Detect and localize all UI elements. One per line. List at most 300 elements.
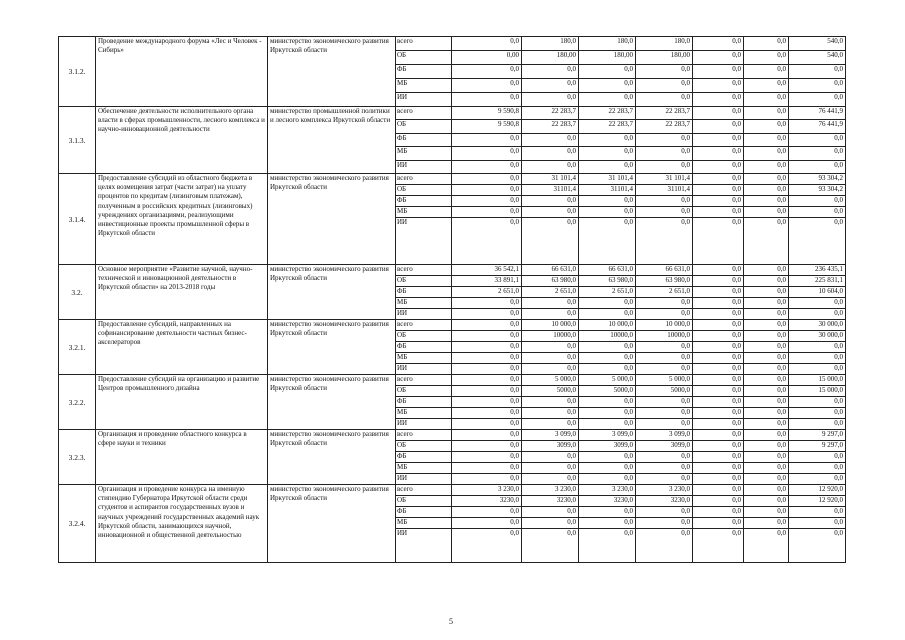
- amount-cell: 0,0: [744, 185, 789, 196]
- funding-source: ОБ: [396, 331, 452, 342]
- amount-cell: 0,0: [693, 107, 744, 120]
- amount-cell: 0,0: [744, 218, 789, 265]
- amount-cell: 0,0: [579, 419, 636, 430]
- amount-cell: 0,0: [744, 196, 789, 207]
- amount-cell: 63 980,0: [522, 276, 579, 287]
- amount-cell: 22 283,7: [636, 107, 693, 120]
- amount-cell: 0,0: [522, 134, 579, 147]
- table-body: [59, 37, 846, 563]
- amount-cell: 2 651,0: [452, 287, 522, 298]
- amount-cell: 0,0: [744, 161, 789, 174]
- funding-source: всего: [396, 375, 452, 386]
- amount-cell: 66 631,0: [636, 265, 693, 276]
- amount-cell: 0,0: [522, 147, 579, 161]
- funding-source: ОБ: [396, 386, 452, 397]
- amount-cell: 0,0: [693, 147, 744, 161]
- amount-cell: 0,0: [693, 37, 744, 51]
- amount-cell: 3 099,0: [579, 430, 636, 441]
- amount-cell: 0,0: [636, 529, 693, 563]
- amount-cell: 0,0: [636, 463, 693, 474]
- funding-source: ИИ: [396, 161, 452, 174]
- responsible-executor: министерство экономического развития Иркутской области: [268, 485, 396, 563]
- amount-cell: 0,0: [693, 375, 744, 386]
- activity-name: Организация и проведение областного конкурса в сфере науки и техники: [96, 430, 268, 485]
- item-number: 3.1.4.: [59, 174, 96, 265]
- amount-cell: 10 000,0: [522, 320, 579, 331]
- amount-cell: 0,0: [744, 474, 789, 485]
- amount-cell: 0,0: [744, 174, 789, 185]
- amount-cell: 0,0: [579, 298, 636, 309]
- amount-cell: 236 435,1: [789, 265, 846, 276]
- amount-cell: 0,0: [452, 218, 522, 265]
- amount-cell: 5000,0: [636, 386, 693, 397]
- amount-cell: 0,0: [579, 474, 636, 485]
- amount-cell: 10000,0: [579, 331, 636, 342]
- amount-cell: 0,0: [744, 107, 789, 120]
- amount-cell: 0,0: [452, 93, 522, 107]
- amount-cell: 180,0: [579, 37, 636, 51]
- amount-cell: 0,0: [636, 353, 693, 364]
- amount-cell: 9 590,8: [452, 107, 522, 120]
- amount-cell: 0,0: [452, 452, 522, 463]
- amount-cell: 0,0: [744, 364, 789, 375]
- amount-cell: 0,0: [522, 397, 579, 408]
- amount-cell: 0,0: [452, 207, 522, 218]
- amount-cell: 0,0: [693, 196, 744, 207]
- funding-source: всего: [396, 37, 452, 51]
- funding-source: ОБ: [396, 51, 452, 65]
- amount-cell: 63 980,0: [636, 276, 693, 287]
- amount-cell: 2 651,0: [522, 287, 579, 298]
- amount-cell: 0,0: [452, 430, 522, 441]
- amount-cell: 3230,0: [636, 496, 693, 507]
- funding-source: ФБ: [396, 507, 452, 518]
- amount-cell: 0,0: [579, 196, 636, 207]
- amount-cell: 0,0: [789, 93, 846, 107]
- amount-cell: 0,0: [744, 408, 789, 419]
- amount-cell: 0,0: [789, 507, 846, 518]
- amount-cell: 225 831,1: [789, 276, 846, 287]
- amount-cell: 0,0: [789, 353, 846, 364]
- amount-cell: 0,0: [522, 474, 579, 485]
- amount-cell: 15 000,0: [789, 386, 846, 397]
- amount-cell: 0,0: [636, 397, 693, 408]
- amount-cell: 540,0: [789, 37, 846, 51]
- amount-cell: 0,0: [693, 265, 744, 276]
- amount-cell: 0,0: [744, 79, 789, 93]
- amount-cell: 0,0: [744, 518, 789, 529]
- amount-cell: 30 000,0: [789, 331, 846, 342]
- amount-cell: 9 590,8: [452, 120, 522, 134]
- amount-cell: 10 000,0: [579, 320, 636, 331]
- amount-cell: 0,0: [522, 507, 579, 518]
- amount-cell: 3 099,0: [636, 430, 693, 441]
- amount-cell: 0,0: [636, 342, 693, 353]
- amount-cell: 0,0: [522, 452, 579, 463]
- amount-cell: 0,0: [452, 441, 522, 452]
- amount-cell: 31101,4: [636, 185, 693, 196]
- table-row: [59, 37, 846, 51]
- amount-cell: 0,0: [579, 463, 636, 474]
- funding-source: ФБ: [396, 65, 452, 79]
- amount-cell: 180,00: [579, 51, 636, 65]
- amount-cell: 180,00: [636, 51, 693, 65]
- amount-cell: 0,0: [636, 408, 693, 419]
- amount-cell: 5 000,0: [579, 375, 636, 386]
- table-row: [59, 375, 846, 386]
- amount-cell: 0,0: [636, 147, 693, 161]
- amount-cell: 5000,0: [522, 386, 579, 397]
- amount-cell: 0,0: [579, 452, 636, 463]
- amount-cell: 33 891,1: [452, 276, 522, 287]
- page-number: 5: [449, 617, 453, 626]
- amount-cell: 0,0: [693, 496, 744, 507]
- funding-source: всего: [396, 320, 452, 331]
- responsible-executor: министерство экономического развития Иркутской области: [268, 375, 396, 430]
- amount-cell: 0,0: [693, 397, 744, 408]
- amount-cell: 0,0: [452, 174, 522, 185]
- amount-cell: 0,0: [579, 93, 636, 107]
- amount-cell: 0,0: [636, 93, 693, 107]
- amount-cell: 0,0: [744, 265, 789, 276]
- amount-cell: 0,0: [452, 37, 522, 51]
- amount-cell: 0,0: [789, 218, 846, 265]
- amount-cell: 0,0: [789, 207, 846, 218]
- amount-cell: 0,0: [693, 309, 744, 320]
- amount-cell: 0,0: [744, 353, 789, 364]
- amount-cell: 3230,0: [452, 496, 522, 507]
- item-number: 3.2.: [59, 265, 96, 320]
- amount-cell: 0,00: [452, 51, 522, 65]
- amount-cell: 0,0: [693, 408, 744, 419]
- amount-cell: 0,0: [789, 474, 846, 485]
- funding-source: ФБ: [396, 287, 452, 298]
- amount-cell: 0,0: [744, 507, 789, 518]
- amount-cell: 0,0: [579, 207, 636, 218]
- responsible-executor: министерство экономического развития Иркутской области: [268, 320, 396, 375]
- funding-source: ИИ: [396, 364, 452, 375]
- amount-cell: 0,0: [693, 452, 744, 463]
- responsible-executor: министерство промышленной политики и лесного комплекса Иркутской области: [268, 107, 396, 174]
- amount-cell: 0,0: [789, 518, 846, 529]
- amount-cell: 0,0: [522, 65, 579, 79]
- amount-cell: 66 631,0: [579, 265, 636, 276]
- amount-cell: 0,0: [789, 529, 846, 563]
- amount-cell: 0,0: [579, 79, 636, 93]
- amount-cell: 0,0: [636, 474, 693, 485]
- amount-cell: 0,0: [452, 309, 522, 320]
- item-number: 3.1.3.: [59, 107, 96, 174]
- amount-cell: 0,0: [522, 309, 579, 320]
- funding-source: МБ: [396, 353, 452, 364]
- amount-cell: 0,0: [744, 120, 789, 134]
- amount-cell: 0,0: [789, 452, 846, 463]
- amount-cell: 0,0: [693, 342, 744, 353]
- amount-cell: 0,0: [693, 120, 744, 134]
- item-number: 3.2.3.: [59, 430, 96, 485]
- funding-source: ИИ: [396, 474, 452, 485]
- amount-cell: 0,0: [744, 452, 789, 463]
- amount-cell: 0,0: [579, 353, 636, 364]
- amount-cell: 0,0: [693, 276, 744, 287]
- amount-cell: 0,0: [693, 207, 744, 218]
- amount-cell: 0,0: [693, 298, 744, 309]
- amount-cell: 0,0: [744, 397, 789, 408]
- amount-cell: 0,0: [452, 79, 522, 93]
- amount-cell: 0,0: [522, 218, 579, 265]
- amount-cell: 0,0: [452, 196, 522, 207]
- amount-cell: 22 283,7: [579, 107, 636, 120]
- funding-source: ФБ: [396, 196, 452, 207]
- amount-cell: 0,0: [744, 485, 789, 496]
- amount-cell: 0,0: [744, 65, 789, 79]
- activity-name: Предоставление субсидий на организацию и развитие Центров промышленного дизайна: [96, 375, 268, 430]
- amount-cell: 0,0: [579, 218, 636, 265]
- amount-cell: 0,0: [744, 320, 789, 331]
- amount-cell: 180,0: [522, 37, 579, 51]
- amount-cell: 0,0: [452, 463, 522, 474]
- amount-cell: 0,0: [636, 218, 693, 265]
- amount-cell: 3099,0: [522, 441, 579, 452]
- amount-cell: 3 230,0: [579, 485, 636, 496]
- amount-cell: 0,0: [636, 79, 693, 93]
- amount-cell: 0,0: [579, 507, 636, 518]
- amount-cell: 10000,0: [636, 331, 693, 342]
- amount-cell: 0,0: [744, 93, 789, 107]
- amount-cell: 30 000,0: [789, 320, 846, 331]
- amount-cell: 0,0: [522, 353, 579, 364]
- amount-cell: 2 651,0: [579, 287, 636, 298]
- amount-cell: 0,0: [452, 419, 522, 430]
- amount-cell: 0,0: [693, 185, 744, 196]
- amount-cell: 0,0: [693, 51, 744, 65]
- amount-cell: 0,0: [452, 529, 522, 563]
- amount-cell: 5 000,0: [636, 375, 693, 386]
- amount-cell: 0,0: [452, 298, 522, 309]
- amount-cell: 0,0: [522, 408, 579, 419]
- amount-cell: 0,0: [579, 134, 636, 147]
- amount-cell: 0,0: [579, 397, 636, 408]
- amount-cell: 0,0: [579, 309, 636, 320]
- activity-name: Проведение международного форума «Лес и Человек - Сибирь»: [96, 37, 268, 107]
- amount-cell: 0,0: [522, 529, 579, 563]
- amount-cell: 22 283,7: [522, 107, 579, 120]
- amount-cell: 0,0: [789, 147, 846, 161]
- amount-cell: 0,0: [744, 276, 789, 287]
- amount-cell: 0,0: [579, 65, 636, 79]
- amount-cell: 0,0: [452, 65, 522, 79]
- amount-cell: 0,0: [522, 161, 579, 174]
- amount-cell: 0,0: [636, 507, 693, 518]
- amount-cell: 540,0: [789, 51, 846, 65]
- item-number: 3.2.1.: [59, 320, 96, 375]
- amount-cell: 76 441,9: [789, 107, 846, 120]
- amount-cell: 0,0: [636, 65, 693, 79]
- responsible-executor: министерство экономического развития Иркутской области: [268, 430, 396, 485]
- amount-cell: 63 980,0: [579, 276, 636, 287]
- amount-cell: 0,0: [789, 161, 846, 174]
- amount-cell: 0,0: [636, 196, 693, 207]
- table-row: [59, 485, 846, 496]
- funding-source: ОБ: [396, 441, 452, 452]
- amount-cell: 0,0: [579, 342, 636, 353]
- funding-source: МБ: [396, 79, 452, 93]
- activity-name: Предоставление субсидий из областного бюджета в целях возмещения затрат (части затрат) на уплату процентов по кредитам (лизинговым платежам), полученным в российских кредитных (лизинговых) учреждениях организациями, реализующими инвестиционные проекты промышленной сферы в Иркутской области: [96, 174, 268, 265]
- amount-cell: 0,0: [636, 134, 693, 147]
- amount-cell: 0,0: [579, 147, 636, 161]
- amount-cell: 0,0: [693, 65, 744, 79]
- amount-cell: 0,0: [579, 518, 636, 529]
- amount-cell: 0,0: [452, 397, 522, 408]
- amount-cell: 5000,0: [579, 386, 636, 397]
- funding-source: ОБ: [396, 496, 452, 507]
- item-number: 3.2.4.: [59, 485, 96, 563]
- funding-source: ФБ: [396, 134, 452, 147]
- amount-cell: 0,0: [452, 353, 522, 364]
- amount-cell: 9 297,0: [789, 441, 846, 452]
- amount-cell: 0,0: [452, 375, 522, 386]
- amount-cell: 0,0: [636, 309, 693, 320]
- amount-cell: 0,0: [636, 419, 693, 430]
- amount-cell: 10 000,0: [636, 320, 693, 331]
- amount-cell: 0,0: [452, 518, 522, 529]
- amount-cell: 0,0: [636, 207, 693, 218]
- amount-cell: 0,0: [693, 419, 744, 430]
- amount-cell: 0,0: [789, 298, 846, 309]
- funding-source: ИИ: [396, 309, 452, 320]
- amount-cell: 0,0: [693, 364, 744, 375]
- amount-cell: 0,0: [522, 196, 579, 207]
- funding-source: МБ: [396, 463, 452, 474]
- amount-cell: 0,0: [693, 161, 744, 174]
- amount-cell: 3230,0: [579, 496, 636, 507]
- amount-cell: 3 230,0: [522, 485, 579, 496]
- amount-cell: 0,0: [789, 309, 846, 320]
- amount-cell: 0,0: [693, 287, 744, 298]
- amount-cell: 0,0: [789, 408, 846, 419]
- responsible-executor: министерство экономического развития Иркутской области: [268, 174, 396, 265]
- amount-cell: 36 542,1: [452, 265, 522, 276]
- amount-cell: 0,0: [693, 463, 744, 474]
- table-row: [59, 174, 846, 185]
- amount-cell: 0,0: [789, 134, 846, 147]
- amount-cell: 93 304,2: [789, 185, 846, 196]
- amount-cell: 180,0: [636, 37, 693, 51]
- amount-cell: 0,0: [789, 463, 846, 474]
- activity-name: Обеспечение деятельности исполнительного органа власти в сферах промышленности, лесного комплекса и научно-инновационной деятельности: [96, 107, 268, 174]
- amount-cell: 3 099,0: [522, 430, 579, 441]
- amount-cell: 0,0: [693, 507, 744, 518]
- amount-cell: 0,0: [693, 218, 744, 265]
- amount-cell: 0,0: [744, 134, 789, 147]
- amount-cell: 0,0: [693, 441, 744, 452]
- amount-cell: 0,0: [693, 474, 744, 485]
- amount-cell: 180,00: [522, 51, 579, 65]
- amount-cell: 3099,0: [636, 441, 693, 452]
- amount-cell: 2 651,0: [636, 287, 693, 298]
- funding-source: ИИ: [396, 93, 452, 107]
- amount-cell: 0,0: [789, 364, 846, 375]
- amount-cell: 0,0: [452, 386, 522, 397]
- amount-cell: 0,0: [693, 518, 744, 529]
- funding-source: всего: [396, 430, 452, 441]
- funding-source: всего: [396, 485, 452, 496]
- amount-cell: 0,0: [744, 375, 789, 386]
- amount-cell: 0,0: [693, 320, 744, 331]
- amount-cell: 31 101,4: [636, 174, 693, 185]
- amount-cell: 0,0: [693, 430, 744, 441]
- amount-cell: 76 441,9: [789, 120, 846, 134]
- amount-cell: 0,0: [744, 287, 789, 298]
- funding-source: ФБ: [396, 397, 452, 408]
- amount-cell: 0,0: [693, 353, 744, 364]
- amount-cell: 0,0: [744, 419, 789, 430]
- amount-cell: 0,0: [744, 386, 789, 397]
- funding-source: ИИ: [396, 529, 452, 563]
- amount-cell: 0,0: [789, 196, 846, 207]
- amount-cell: 0,0: [579, 529, 636, 563]
- table-row: [59, 265, 846, 276]
- amount-cell: 0,0: [579, 161, 636, 174]
- amount-cell: 22 283,7: [636, 120, 693, 134]
- funding-source: МБ: [396, 298, 452, 309]
- amount-cell: 0,0: [744, 496, 789, 507]
- amount-cell: 0,0: [452, 408, 522, 419]
- amount-cell: 15 000,0: [789, 375, 846, 386]
- amount-cell: 0,0: [789, 79, 846, 93]
- amount-cell: 3 230,0: [452, 485, 522, 496]
- amount-cell: 9 297,0: [789, 430, 846, 441]
- amount-cell: 3 230,0: [636, 485, 693, 496]
- funding-source: ИИ: [396, 218, 452, 265]
- amount-cell: 0,0: [744, 430, 789, 441]
- amount-cell: 0,0: [744, 51, 789, 65]
- funding-source: всего: [396, 174, 452, 185]
- amount-cell: 0,0: [452, 134, 522, 147]
- amount-cell: 3230,0: [522, 496, 579, 507]
- item-number: 3.1.2.: [59, 37, 96, 107]
- table-row: [59, 320, 846, 331]
- amount-cell: 0,0: [452, 364, 522, 375]
- activity-name: Основное мероприятие «Развитие научной, научно-технической и инновационной деятельности в Иркутской области» на 2013-2018 годы: [96, 265, 268, 320]
- amount-cell: 0,0: [693, 529, 744, 563]
- amount-cell: 0,0: [693, 134, 744, 147]
- amount-cell: 31 101,4: [579, 174, 636, 185]
- responsible-executor: министерство экономического развития Иркутской области: [268, 37, 396, 107]
- table-row: [59, 430, 846, 441]
- amount-cell: 0,0: [522, 364, 579, 375]
- amount-cell: 0,0: [744, 529, 789, 563]
- amount-cell: 0,0: [522, 93, 579, 107]
- amount-cell: 0,0: [452, 147, 522, 161]
- amount-cell: 12 920,0: [789, 496, 846, 507]
- item-number: 3.2.2.: [59, 375, 96, 430]
- activity-name: Предоставление субсидий, направленных на софинансирование деятельности частных бизнес-акселераторов: [96, 320, 268, 375]
- amount-cell: 0,0: [452, 161, 522, 174]
- amount-cell: 0,0: [744, 309, 789, 320]
- amount-cell: 0,0: [744, 342, 789, 353]
- amount-cell: 0,0: [744, 331, 789, 342]
- funding-source: МБ: [396, 147, 452, 161]
- responsible-executor: министерство экономического развития Иркутской области: [268, 265, 396, 320]
- amount-cell: 0,0: [579, 364, 636, 375]
- amount-cell: 31101,4: [579, 185, 636, 196]
- amount-cell: 0,0: [452, 342, 522, 353]
- amount-cell: 0,0: [522, 419, 579, 430]
- amount-cell: 0,0: [452, 320, 522, 331]
- amount-cell: 0,0: [636, 298, 693, 309]
- table-row: [59, 107, 846, 120]
